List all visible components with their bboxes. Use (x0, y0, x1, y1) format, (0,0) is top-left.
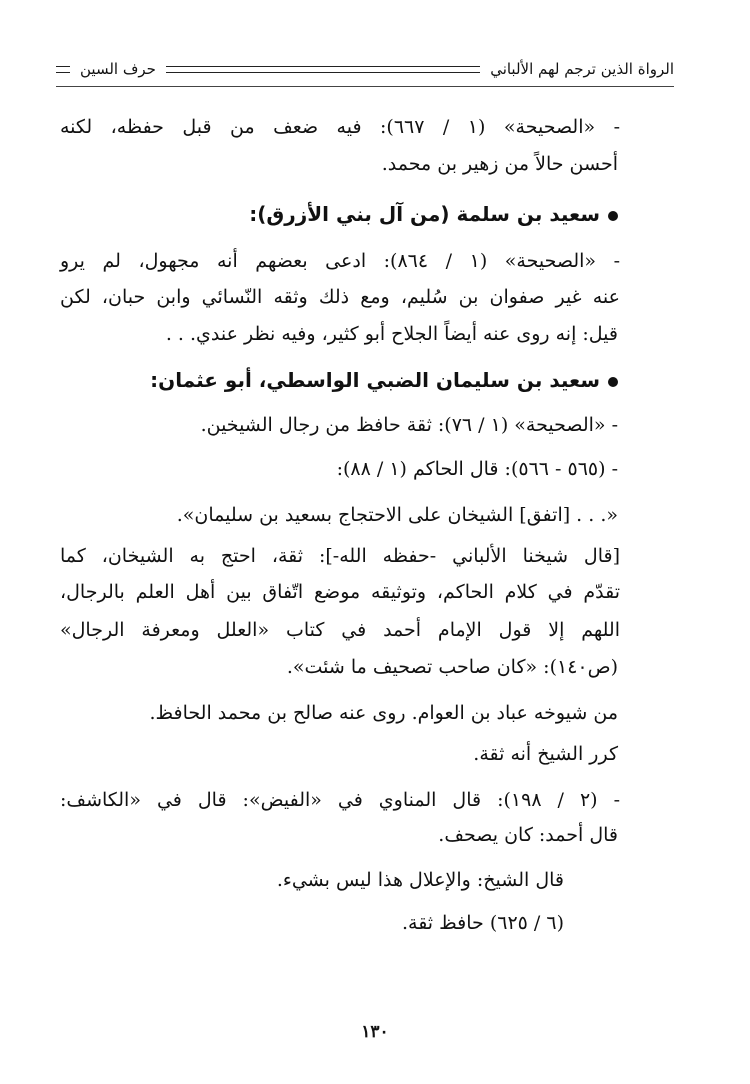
bullet-icon (608, 211, 618, 221)
text-line: - «الصحيحة» (١ / ٧٦): ثقة حافظ من رجال الشيخين. (200, 414, 618, 436)
text-line: من شيوخه عباد بن العوام. روى عنه صالح بن محمد الحافظ. (149, 702, 618, 724)
text-line: قال أحمد: كان يصحف. (438, 824, 618, 846)
text-line: اللهم إلا قول الإمام أحمد في كتاب «العلل ومعرفة الرجال» (60, 619, 620, 641)
narrator-heading (249, 199, 618, 229)
text-line: - «الصحيحة» (١ / ٨٦٤): ادعى بعضهم أنه مجهول، لم يرو (60, 250, 621, 272)
header-right-title: الرواة الذين ترجم لهم الألباني (490, 60, 674, 78)
bullet-icon (608, 377, 618, 387)
text-line: (ص١٤٠): «كان صاحب تصحيف ما شئت». (286, 656, 618, 678)
text-line: (٦ / ٦٢٥) حافظ ثقة. (401, 912, 564, 934)
text-line: تقدّم في كلام الحاكم، وتوثيقه موضع اتّفاق بين أهل العلم بالرجال، (60, 581, 620, 603)
header-divider (56, 86, 674, 87)
narrator-heading (150, 365, 618, 395)
header-rule (166, 66, 480, 73)
text-line: [قال شيخنا الألباني -حفظه الله-]: ثقة، احتج به الشيخان، كما (60, 545, 620, 567)
text-line: - «الصحيحة» (١ / ٦٦٧): فيه ضعف من قبل حفظه، لكنه (60, 116, 621, 138)
header-left-title: حرف السين (80, 60, 156, 78)
text-line: أحسن حالاً من زهير بن محمد. (381, 153, 618, 175)
narrator-heading-text: سعيد بن سليمان الضبي الواسطي، أبو عثمان: (150, 368, 600, 392)
running-header (56, 54, 674, 84)
text-line: - (٥٦٥ - ٥٦٦): قال الحاكم (١ / ٨٨): (336, 458, 618, 480)
text-line: قال الشيخ: والإعلال هذا ليس بشيء. (276, 869, 564, 891)
text-line: عنه غير صفوان بن سُليم، ومع ذلك وثقه النّسائي وابن حبان، لكن (60, 286, 620, 308)
narrator-heading-text: سعيد بن سلمة (من آل بني الأزرق): (249, 202, 600, 226)
header-rule-short (56, 66, 70, 73)
text-line: كرر الشيخ أنه ثقة. (473, 743, 618, 765)
text-line: «. . . [اتفق] الشيخان على الاحتجاج بسعيد بن سليمان». (176, 504, 618, 526)
text-line: قيل: إنه روى عنه أيضاً الجلاح أبو كثير، وفيه نظر عندي. . . (165, 323, 618, 345)
page-number: ١٣٠ (361, 1022, 389, 1042)
text-line: - (٢ / ١٩٨): قال المناوي في «الفيض»: قال في «الكاشف: (60, 789, 621, 811)
